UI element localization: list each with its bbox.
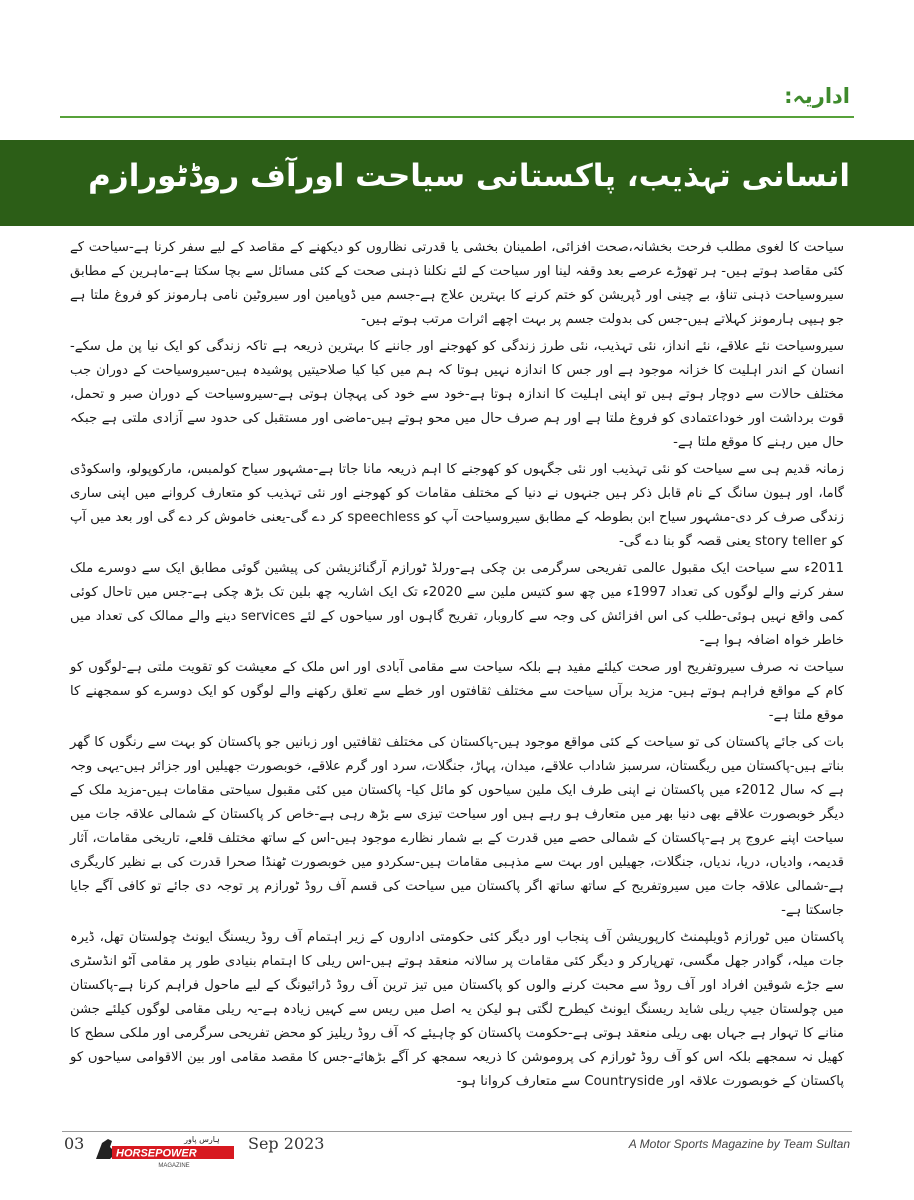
paragraph-2: سیروسیاحت نئے علاقے، نئے انداز، نئی تہذیب، نئی طرز زندگی کو کھوجنے اور جاننے کا بہترین ذریعہ ہے تاکہ زندگی کو ایک نیا پن مل سکے-انسان کے اندر اہلیت کا خزانہ موجود ہے اور جس کا اندازہ نہیں ہوتا کہ ہم میں کیا کیا صلاحیتیں پوشیدہ ہیں-سیروسیاحت کے دوران جب مختلف حالات سے دوچار ہوتے ہیں تو اپنی اہلیت کا اندازہ ہوتا ہے-خود سے خود کی پہچان ہوتی ہے-سیروسیاحت کے دوران صبر و تحمل، قوت برداشت اور خوداعتمادی کو فروغ ملتا ہے اور ہم صرف حال میں محو ہوتے ہیں-ماضی اور مستقبل کی حدود سے آزادی ملتی ہے جبکہ حال میں رہنے کا موقع ملتا ہے- — [70, 339, 844, 450]
section-label: اداریہ: — [784, 84, 850, 108]
title-banner — [0, 140, 914, 226]
paragraph-7: پاکستان میں ٹورازم ڈویلپمنٹ کارپوریشن آف پنجاب اور دیگر کئی حکومتی اداروں کے زیر اہتمام آف روڈ ریسنگ ایونٹ چولستان تھل، ڈیرہ جات میلہ، گوادر جھل مگسی، تھرپارکر و دیگر کئی مقامات پر سالانہ منعقد ہوتے ہیں-اس ریلی کا اہتمام بنیادی طور پر مقامی آٹو انڈسٹری سے جڑے شوقین افراد اور آف روڈ سے محبت کرنے والوں کو پاکستان میں تیز ترین آف روڈ ڈرائیونگ کے لیے ماحول فراہم کرنا ہے-پاکستان میں چولستان جیپ ریلی شاید ریسنگ ایونٹ کیطرح لگتی ہو لیکن یہ اصل میں ریس سے کہیں زیادہ ہے-یہ ریلی مقامی لوگوں کیلئے جشن منانے کا تہوار ہے جہاں بھی ریلی منعقد ہوتی ہے-حکومت پاکستان کو چاہیئے کہ آف روڈ ریلیز کو محض تفریحی سرگرمی اور ملکی سطح کا کھیل نہ سمجھے بلکہ اس کو آف روڈ ٹورازم کی پروموشن کا ذریعہ سمجھ کر آگے بڑھائے-جس کا مقصد مقامی اور بین الاقوامی سیاحوں کو پاکستان کے خوبصورت علاقہ اور Countryside سے متعارف کروانا ہو- — [70, 930, 844, 1089]
article-body — [70, 236, 844, 1097]
section-divider — [60, 116, 854, 118]
article-title: انسانی تہذیب، پاکستانی سیاحت اورآف روڈٹورازم — [88, 158, 850, 194]
paragraph-6: بات کی جائے پاکستان کی تو سیاحت کے کئی مواقع موجود ہیں-پاکستان کی مختلف ثقافتیں اور زبانیں جو پاکستان کو بہت سے رنگوں کا گھر بناتے ہیں-پاکستان میں ریگستان، سرسبز شاداب علاقے، میدان، پہاڑ، جنگلات، سرد اور گرم علاقے، خوبصورت جھیلیں اور جزائر ہیں-یہی وجہ ہے کہ سال 2012ء میں پاکستان نے اپنی طرف ایک ملین سیاحوں کو مائل کیا- پاکستان میں کئی مقبول سیاحتی مقامات ہیں-مزید ملک کے دیگر خوبصورت علاقے بھی دنیا بھر میں متعارف ہو رہے ہیں اور سیاحت تیزی سے بڑھ رہی ہے-خاص کر پاکستان کے شمالی علاقہ جات میں سیاحت اپنے عروج پر ہے-پاکستان کے شمالی حصے میں قدرت کے بے شمار نظارے موجود ہیں-اس کے ساتھ مختلف قلعے، تاریخی مقامات، آثار قدیمہ، وادیاں، دریا، ندیاں، جنگلات، جھیلیں اور بہت سے مذہبی مقامات ہیں-سکردو میں خوبصورت ٹھنڈا صحرا قدرت کی بے نظیر کاریگری ہے-شمالی علاقہ جات میں سیروتفریح کے ساتھ ساتھ اگر پاکستان میں سیاحت کی قسم آف روڈ ٹورازم پر توجہ دی جائے تو کافی آگے جایا جاسکتا ہے- — [70, 735, 844, 918]
paragraph-4: 2011ء سے سیاحت ایک مقبول عالمی تفریحی سرگرمی بن چکی ہے-ورلڈ ٹورازم آرگنائزیشن کی پیشین گوئی مطابق ایک سے دوسرے ملک سفر کرنے والے لوگوں کی تعداد 1997ء میں چھ سو کتیس ملین سے 2020ء تک ایک اشاریہ چھ بلین تک بڑھ چکی ہے-جس میں تاحال کوئی کمی واقع نہیں ہوئی-طلب کی اس افزائش کی وجہ سے کاروبار، تفریح گاہوں اور سیاحوں کے لئے services دینے والے ممالک کی تعداد میں خاطر خواہ اضافہ ہوا ہے- — [70, 561, 844, 648]
logo-urdu: ہارس پاور — [184, 1135, 220, 1144]
logo-text: HORSEPOWER — [116, 1147, 197, 1160]
issue-date: Sep 2023 — [248, 1134, 325, 1153]
page-number: 03 — [64, 1134, 85, 1153]
logo-sub: MAGAZINE — [158, 1163, 190, 1169]
paragraph-1: سیاحت کا لغوی مطلب فرحت بخشانہ،صحت افزائی، اطمینان بخشی یا قدرتی نظاروں کو دیکھنے کے مقاصد کے لیے سفر کرنا ہے-سیاحت کے کئی مقاصد ہوتے ہیں- ہر تھوڑے عرصے بعد وقفہ لینا اور سیاحت کے لئے نکلنا ذہنی صحت کے کئی مسائل سے بچا سکتا ہے-ماہرین کے مطابق سیروسیاحت ذہنی تناؤ، بے چینی اور ڈپریشن کو ختم کرنے کا بہترین علاج ہے-جسم میں ڈوپامین اور سیروٹین نامی ہارمونز کو فروغ ملتا ہے جو ہیپی ہارمونز کہلاتے ہیں-جس کی بدولت جسم پر بہت اچھے اثرات مرتب ہوتے ہیں- — [70, 240, 844, 327]
horsepower-logo — [90, 1129, 240, 1169]
paragraph-3: زمانہ قدیم ہی سے سیاحت کو نئی تہذیب اور نئی جگہوں کو کھوجنے کا اہم ذریعہ مانا جاتا ہے-مشہور سیاح کولمبس، مارکوپولو، واسکوڈی گاما، اور ہیون سانگ کے نام قابل ذکر ہیں جنہوں نے دنیا کے مختلف مقامات کو کھوجنے اور نئی تہذیب کو متعارف کروانے میں اپنی ساری زندگی صرف کر دی-مشہور سیاح ابن بطوطہ کے مطابق سیروسیاحت آپ کو speechless کر دے گی-یعنی خاموش کر دے گی اور بعد میں آپ کو story teller یعنی قصہ گو بنا دے گی- — [70, 462, 844, 549]
paragraph-5: سیاحت نہ صرف سیروتفریح اور صحت کیلئے مفید ہے بلکہ سیاحت سے مقامی آبادی اور اس ملک کے معیشت کو تقویت ملتی ہے-لوگوں کو کام کے مواقع فراہم ہوتے ہیں- مزید برآں سیاحت سے مختلف ثقافتوں اور خطے سے تعلق رکھنے والے لوگوں کو ایک دوسرے کو سمجھنے کا موقع ملتا ہے- — [70, 660, 844, 723]
magazine-tagline: A Motor Sports Magazine by Team Sultan — [628, 1137, 850, 1151]
